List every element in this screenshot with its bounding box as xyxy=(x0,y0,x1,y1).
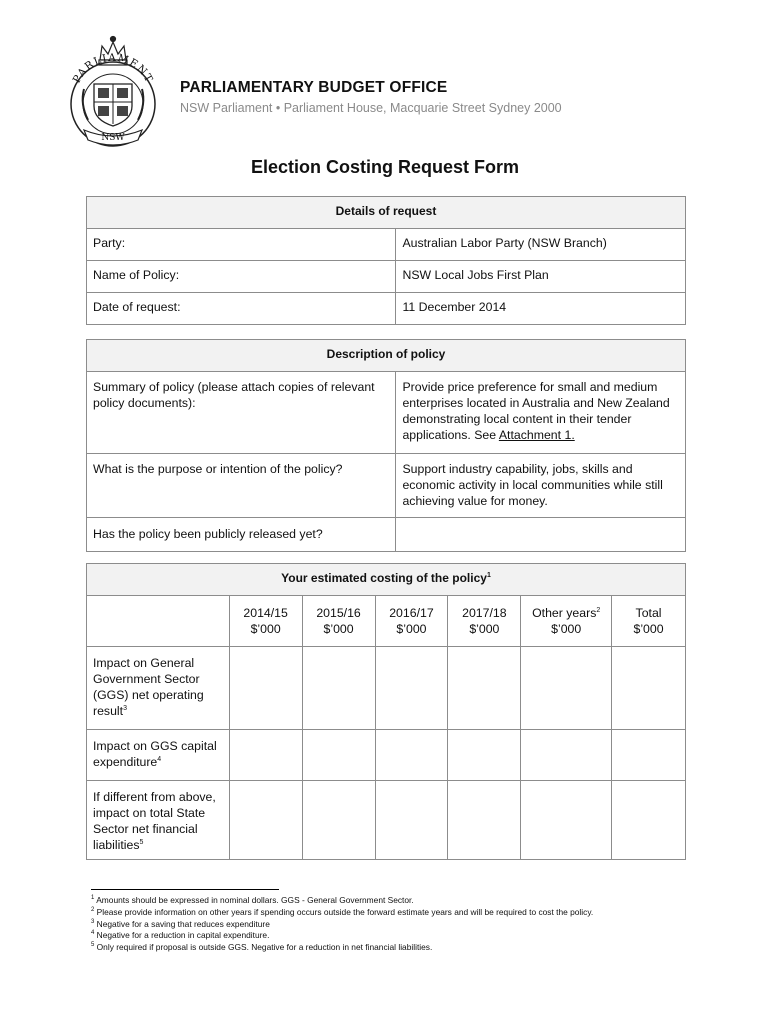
table-row xyxy=(87,229,686,261)
costing-heading: Your estimated costing of the policy$^1$ xyxy=(87,564,686,596)
table-row xyxy=(87,372,686,454)
column-header: Total $’000 xyxy=(612,596,686,647)
row-label-net-financial-liabilities: If different from above, impact on total State Sector net financial liabilities$^5$ xyxy=(87,781,230,860)
party-field[interactable]: Australian Labor Party (NSW Branch) xyxy=(396,229,686,261)
summary-field[interactable] xyxy=(396,372,686,454)
column-header: 2016/17 $’000 xyxy=(375,596,448,647)
column-header: 2015/16 $’000 xyxy=(302,596,375,647)
cost-cell[interactable] xyxy=(229,781,302,860)
table-row xyxy=(87,518,686,552)
table-row xyxy=(87,454,686,518)
cost-cell[interactable] xyxy=(375,730,448,781)
footnotes xyxy=(91,895,593,954)
details-heading: Details of request xyxy=(87,197,686,229)
table-row xyxy=(87,261,686,293)
request-date-field[interactable]: 11 December 2014 xyxy=(396,293,686,325)
blank-header-cell xyxy=(87,596,230,647)
table-row xyxy=(87,730,686,781)
footnote: $^3$ Negative for a saving that reduces expenditure xyxy=(91,918,270,929)
cost-cell[interactable] xyxy=(302,647,375,730)
cost-cell[interactable] xyxy=(612,730,686,781)
cost-cell[interactable] xyxy=(612,781,686,860)
org-title: PARLIAMENTARY BUDGET OFFICE xyxy=(180,79,448,96)
cost-cell[interactable] xyxy=(521,647,612,730)
policy-name-label: Name of Policy: xyxy=(87,261,396,293)
cost-cell[interactable] xyxy=(302,730,375,781)
parliament-crest-logo xyxy=(62,34,164,152)
description-heading: Description of policy xyxy=(87,340,686,372)
form-title: Election Costing Request Form xyxy=(250,157,520,177)
svg-text:PARLIAMENT: PARLIAMENT xyxy=(70,51,156,86)
table-row xyxy=(87,781,686,860)
org-address: NSW Parliament • Parliament House, Macquarie Street Sydney 2000 xyxy=(180,101,562,115)
svg-text:NSW: NSW xyxy=(101,133,125,143)
released-field[interactable] xyxy=(396,518,686,552)
cost-cell[interactable] xyxy=(521,730,612,781)
column-header: 2014/15 $’000 xyxy=(229,596,302,647)
cost-cell[interactable] xyxy=(375,781,448,860)
summary-label: Summary of policy (please attach copies of relevant policy documents): xyxy=(87,372,396,454)
footnote-divider xyxy=(91,889,279,890)
cost-cell[interactable] xyxy=(612,647,686,730)
footnote: $^2$ Please provide information on other years if spending occurs outside the forward estimate years and will be required to cost the policy. xyxy=(91,906,594,917)
cost-cell[interactable] xyxy=(448,730,521,781)
row-label-operating-result: Impact on General Government Sector (GGS) net operating result$^3$ xyxy=(87,647,230,730)
purpose-field[interactable]: Support industry capability, jobs, skills and economic activity in local communities while still achieving value for money. xyxy=(396,454,686,518)
policy-name-field[interactable]: NSW Local Jobs First Plan xyxy=(396,261,686,293)
summary-value: Provide price preference for small and medium enterprises located in Australia and New Zealand demonstrating local content in their tender applications. See xyxy=(402,380,670,442)
row-label-capital-expenditure: Impact on GGS capital expenditure$^4$ xyxy=(87,730,230,781)
attachment-link[interactable]: Attachment 1. xyxy=(498,428,575,442)
description-table xyxy=(86,339,686,552)
cost-cell[interactable] xyxy=(521,781,612,860)
footnote: $^5$ Only required if proposal is outside GGS. Negative for a reduction in net financial liabilities. xyxy=(91,942,433,953)
table-row xyxy=(87,647,686,730)
party-label: Party: xyxy=(87,229,396,261)
request-date-label: Date of request: xyxy=(87,293,396,325)
column-header: Other years$^2$ $’000 xyxy=(521,596,612,647)
released-label: Has the policy been publicly released yet? xyxy=(87,518,396,552)
cost-cell[interactable] xyxy=(448,647,521,730)
cost-cell[interactable] xyxy=(375,647,448,730)
cost-cell[interactable] xyxy=(302,781,375,860)
table-header-row xyxy=(87,596,686,647)
cost-cell[interactable] xyxy=(229,647,302,730)
table-row xyxy=(87,293,686,325)
column-header: 2017/18 $’000 xyxy=(448,596,521,647)
cost-cell[interactable] xyxy=(229,730,302,781)
costing-table xyxy=(86,563,686,860)
footnote: $^1$ Amounts should be expressed in nominal dollars. GGS - General Government Sector. xyxy=(91,895,414,905)
cost-cell[interactable] xyxy=(448,781,521,860)
purpose-label: What is the purpose or intention of the policy? xyxy=(87,454,396,518)
footnote: $^4$ Negative for a reduction in capital expenditure. xyxy=(91,930,270,941)
details-table xyxy=(86,196,686,325)
